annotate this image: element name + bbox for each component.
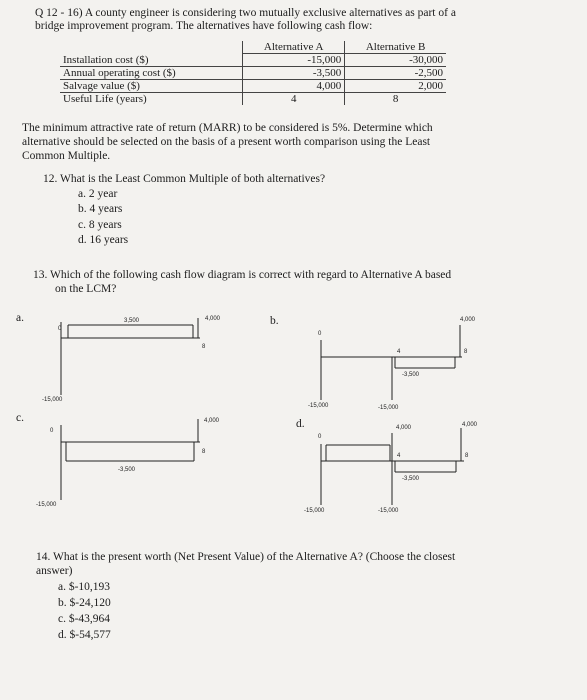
mid-label: 4 xyxy=(397,349,401,355)
q12-stem: 12. What is the Least Common Multiple of both alternatives? xyxy=(43,173,326,185)
mid-salvage-label: 4,000 xyxy=(396,425,412,431)
zero-label: 0 xyxy=(318,331,322,337)
q12-option-a[interactable]: a. 2 year xyxy=(78,188,118,200)
annual-label: -3,500 xyxy=(402,372,420,378)
cell-alt-a: 4,000 xyxy=(243,80,345,93)
cell-alt-a: -15,000 xyxy=(243,54,345,67)
cell-alt-b: 2,000 xyxy=(345,80,446,93)
marr-text-line-3: Common Multiple. xyxy=(22,150,111,162)
q13-stem-line-2: on the LCM? xyxy=(55,283,117,295)
diagram-d-label[interactable]: d. xyxy=(296,418,305,430)
initial-label: -15,000 xyxy=(36,502,57,508)
q14-stem-line-1: 14. What is the present worth (Net Present Value) of the Alternative A? (Choose the closest xyxy=(36,551,456,563)
end-label: 8 xyxy=(464,349,468,355)
cell-alt-b: -2,500 xyxy=(345,67,446,80)
end-label: 8 xyxy=(465,453,469,459)
q14-option-a[interactable]: a. $-10,193 xyxy=(58,581,111,593)
q12-option-b[interactable]: b. 4 years xyxy=(78,203,123,215)
initial-label-2: -15,000 xyxy=(378,508,399,514)
question-header-line-2: bridge improvement program. The alternatives have following cash flow: xyxy=(35,20,373,32)
cell-alt-a: -3,500 xyxy=(243,67,345,80)
zero-label: 0 xyxy=(50,428,54,434)
cell-alt-b: 8 xyxy=(392,93,399,105)
salvage-label: 4,000 xyxy=(205,316,221,322)
mid-label: 4 xyxy=(397,453,401,459)
diagram-b-label[interactable]: b. xyxy=(270,315,279,327)
row-label: Installation cost ($) xyxy=(60,54,243,67)
diagram-c-label[interactable]: c. xyxy=(16,412,24,424)
initial-label-1: -15,000 xyxy=(304,508,325,514)
marr-text-line-1: The minimum attractive rate of return (MARR) to be considered is 5%. Determine which xyxy=(22,122,433,134)
initial-label: -15,000 xyxy=(42,397,63,403)
zero-label: 0 xyxy=(318,434,322,440)
marr-text-line-2: alternative should be selected on the basis of a present worth comparison using the Least xyxy=(22,136,431,148)
annual-label: -3,500 xyxy=(118,467,136,473)
q12-option-c[interactable]: c. 8 years xyxy=(78,219,122,231)
cell-alt-a: 4 xyxy=(243,93,345,106)
end-label: 8 xyxy=(202,449,206,455)
initial-label-1: -15,000 xyxy=(308,403,329,409)
question-header-line-1: Q 12 - 16) A county engineer is considering two mutually exclusive alternatives as part of a xyxy=(35,7,456,19)
annual-label: -3,500 xyxy=(402,476,420,482)
row-label: Useful Life (years) xyxy=(60,93,243,106)
q14-stem-line-2: answer) xyxy=(36,565,73,577)
row-label: Salvage value ($) xyxy=(60,80,243,93)
cell-alt-b: -30,000 xyxy=(345,54,446,67)
q12-option-d[interactable]: d. 16 years xyxy=(78,234,129,246)
table-header-alt-b: Alternative B xyxy=(345,41,446,54)
table-header-alt-a: Alternative A xyxy=(243,41,345,54)
q14-option-d[interactable]: d. $-54,577 xyxy=(58,629,111,641)
zero-label: 0 xyxy=(58,326,62,332)
end-label: 8 xyxy=(202,344,206,350)
q13-stem-line-1: 13. Which of the following cash flow diagram is correct with regard to Alternative A based xyxy=(33,269,452,281)
salvage-label: 4,000 xyxy=(460,317,476,323)
salvage-label: 4,000 xyxy=(204,418,220,424)
salvage-label: 4,000 xyxy=(462,422,478,428)
diagram-a-label[interactable]: a. xyxy=(16,312,24,324)
row-label: Annual operating cost ($) xyxy=(60,67,243,80)
initial-label-2: -15,000 xyxy=(378,405,399,411)
annual-label: 3,500 xyxy=(124,318,140,324)
q14-option-b[interactable]: b. $-24,120 xyxy=(58,597,111,609)
q14-option-c[interactable]: c. $-43,964 xyxy=(58,613,111,625)
